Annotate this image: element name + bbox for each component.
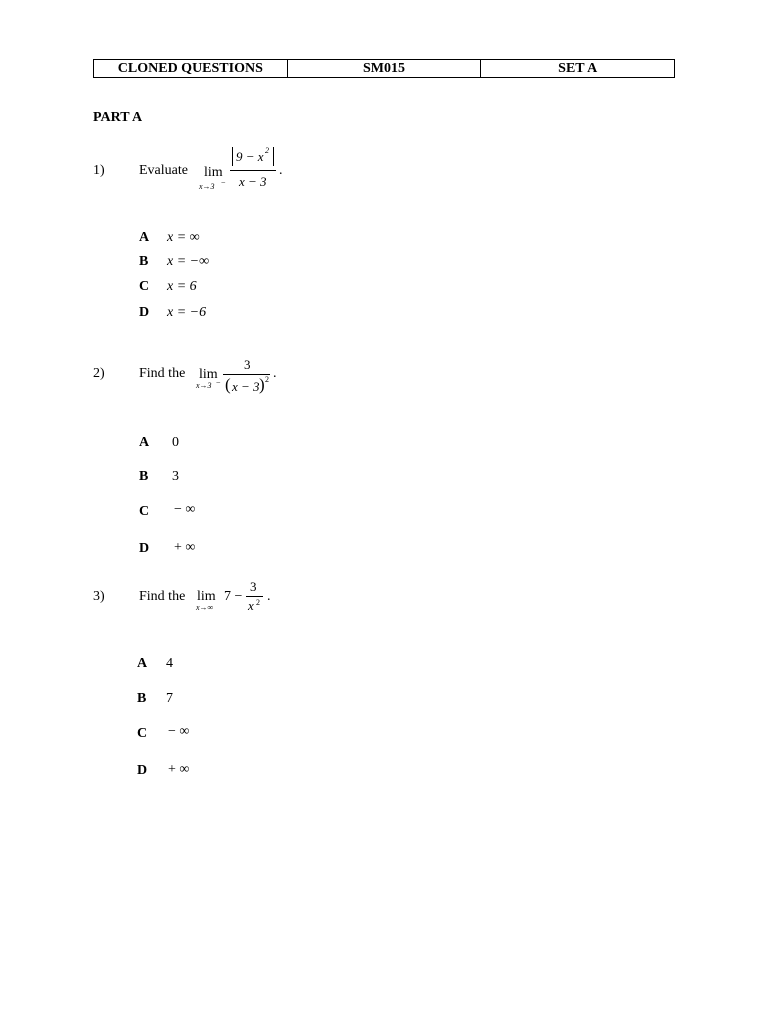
denominator: x − 3 xyxy=(239,174,267,189)
option-b-letter: B xyxy=(137,691,147,706)
option-d-letter: D xyxy=(139,305,150,320)
limit-operator: lim xyxy=(199,367,218,382)
option-b-value[interactable]: x = −∞ xyxy=(167,254,210,269)
option-a-letter: A xyxy=(139,230,150,245)
limit-subscript: x→3 xyxy=(199,182,215,191)
option-d-value[interactable]: + ∞ xyxy=(168,762,190,777)
option-c-value[interactable]: − ∞ xyxy=(174,502,196,517)
option-b-value[interactable]: 7 xyxy=(166,691,173,706)
option-c-letter: C xyxy=(139,504,150,519)
option-a-letter: A xyxy=(139,435,150,450)
limit-operator: lim xyxy=(197,589,216,604)
abs-bar-right xyxy=(273,147,274,166)
option-d-letter: D xyxy=(139,541,150,556)
header-title: CLONED QUESTIONS xyxy=(117,61,263,76)
option-b-value[interactable]: 3 xyxy=(172,469,179,484)
numerator: 3 xyxy=(244,357,251,372)
period: . xyxy=(279,163,283,178)
option-a-value[interactable]: 0 xyxy=(172,435,179,450)
fraction-bar xyxy=(246,596,263,597)
option-b-letter: B xyxy=(139,254,149,269)
period: . xyxy=(267,589,271,604)
numerator: 3 xyxy=(250,579,257,594)
option-d-letter: D xyxy=(137,763,148,778)
limit-subscript: x→3 xyxy=(196,381,212,390)
numerator-exponent: 2 xyxy=(265,146,269,155)
option-d-value[interactable]: + ∞ xyxy=(174,540,196,555)
option-c-value[interactable]: − ∞ xyxy=(168,724,190,739)
part-label: PART A xyxy=(93,110,143,125)
fraction-bar xyxy=(230,170,276,171)
option-b-letter: B xyxy=(139,469,149,484)
limit-operator: lim xyxy=(204,165,223,180)
question-prompt: Evaluate xyxy=(139,163,188,178)
question-number: 2) xyxy=(93,366,105,381)
question-prompt: Find the xyxy=(139,589,186,604)
leading-term: 7 − xyxy=(224,589,243,604)
denominator: x − 3 xyxy=(232,379,260,394)
denominator-exponent: 2 xyxy=(256,598,260,607)
denominator-close-paren: ) xyxy=(259,375,265,394)
limit-subscript: x→∞ xyxy=(196,603,214,612)
denominator-exponent: 2 xyxy=(265,375,269,384)
header-table xyxy=(93,59,675,78)
header-set: SET A xyxy=(480,60,674,77)
header-course-code: SM015 xyxy=(287,60,481,77)
option-c-letter: C xyxy=(137,726,148,741)
option-a-letter: A xyxy=(137,656,148,671)
option-c-value[interactable]: x = 6 xyxy=(167,279,197,294)
option-d-value[interactable]: x = −6 xyxy=(167,305,207,320)
question-number: 1) xyxy=(93,163,105,178)
numerator: 9 − x xyxy=(236,149,264,164)
question-prompt: Find the xyxy=(139,366,186,381)
option-a-value[interactable]: x = ∞ xyxy=(167,230,200,245)
abs-bar-left xyxy=(232,147,233,166)
limit-side-sign: − xyxy=(221,178,226,187)
option-c-letter: C xyxy=(139,279,150,294)
limit-side-sign: − xyxy=(216,378,221,387)
question-number: 3) xyxy=(93,589,105,604)
option-a-value[interactable]: 4 xyxy=(166,656,173,671)
denominator: x xyxy=(248,598,254,613)
denominator-open-paren: ( xyxy=(225,375,231,394)
period: . xyxy=(273,366,277,381)
